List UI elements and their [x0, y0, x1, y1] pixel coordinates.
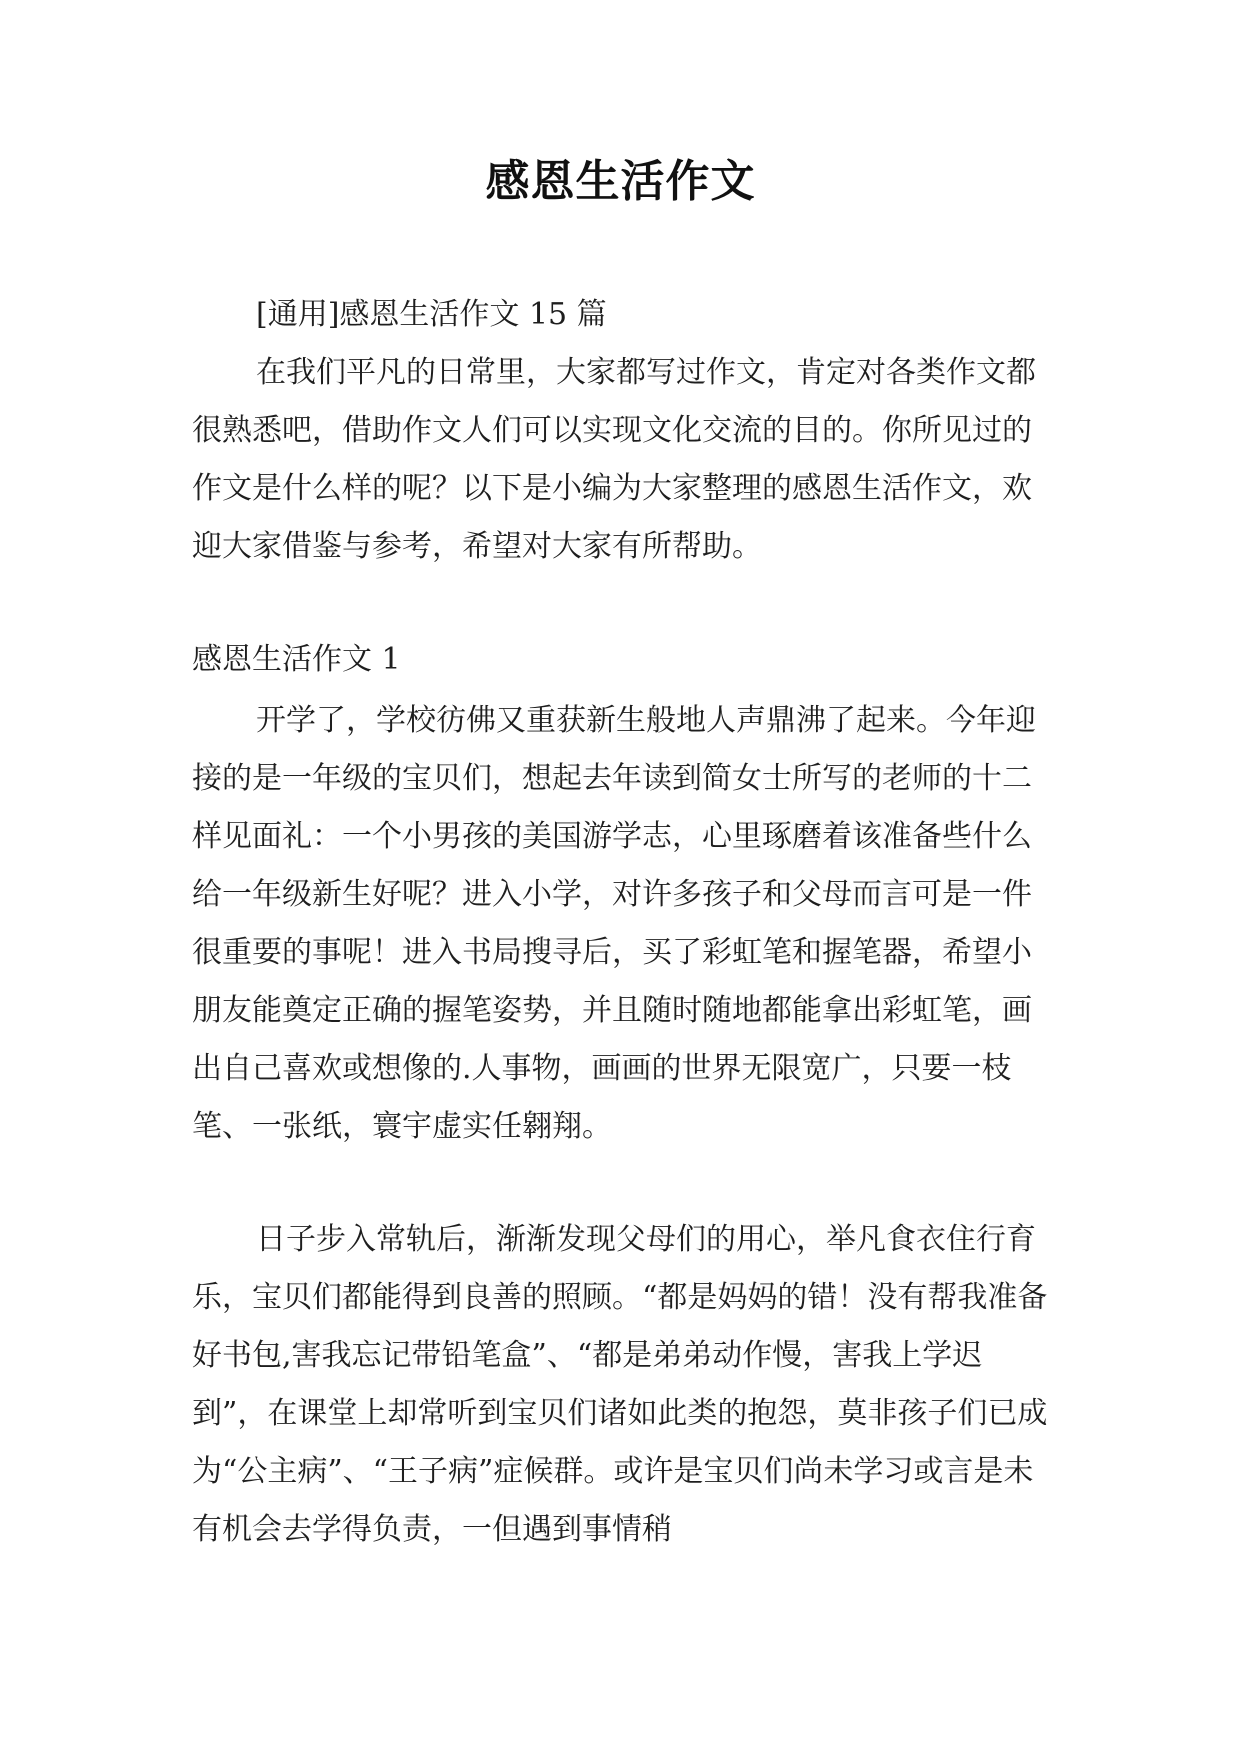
body-paragraph-2: 日子步入常轨后，渐渐发现父母们的用心，举凡食衣住行育乐，宝贝们都能得到良善的照顾。“都是妈妈的错！没有帮我准备好书包,害我忘记带铅笔盒”、“都是弟弟动作慢，害我上学迟到”，在课堂上却常听到宝贝们诸如此类的抱怨，莫非孩子们已成为“公主病”、“王子病”症候群。或许是宝贝们尚未学习或言是未有机会去学得负责，一但遇到事情稍: [192, 1222, 1048, 1547]
document-subtitle: [通用]感恩生活作文 15 篇: [256, 297, 607, 332]
section-heading: 感恩生活作文 1: [192, 642, 401, 677]
intro-paragraph: 在我们平凡的日常里，大家都写过作文，肯定对各类作文都很熟悉吧，借助作文人们可以实现文化交流的目的。你所见过的作文是什么样的呢？以下是小编为大家整理的感恩生活作文，欢迎大家借鉴与参考，希望对大家有所帮助。: [192, 355, 1036, 564]
document-title: 感恩生活作文: [485, 156, 756, 207]
body-paragraph-1: 开学了，学校彷佛又重获新生般地人声鼎沸了起来。今年迎接的是一年级的宝贝们，想起去年读到简女士所写的老师的十二样见面礼：一个小男孩的美国游学志，心里琢磨着该准备些什么给一年级新生好呢？进入小学，对许多孩子和父母而言可是一件很重要的事呢！进入书局搜寻后，买了彩虹笔和握笔器，希望小朋友能奠定正确的握笔姿势，并且随时随地都能拿出彩虹笔，画出自己喜欢或想像的.人事物，画画的世界无限宽广，只要一枝笔、一张纸，寰宇虚实任翱翔。: [192, 703, 1036, 1144]
